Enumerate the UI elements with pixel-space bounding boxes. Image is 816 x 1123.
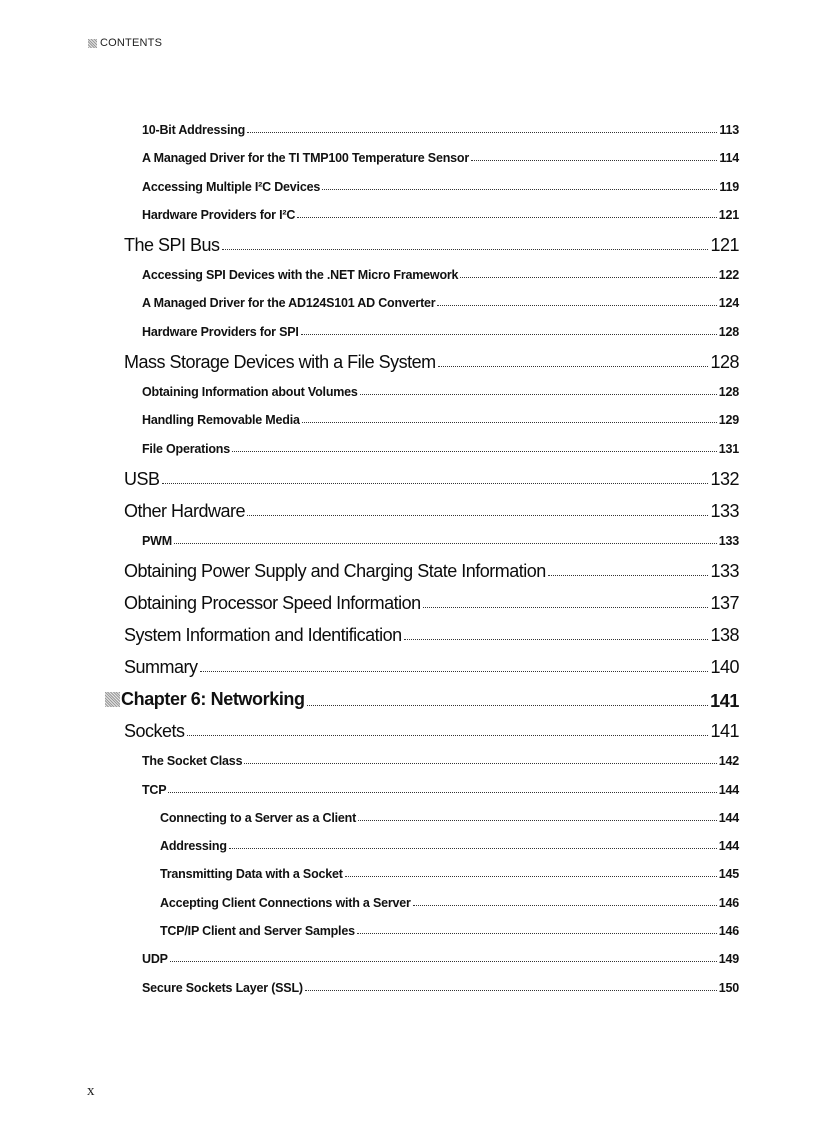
dot-leader bbox=[413, 905, 717, 906]
toc-entry-title: Hardware Providers for SPI bbox=[142, 324, 299, 339]
toc-entry-title: The SPI Bus bbox=[124, 235, 220, 256]
toc-entry-title: Addressing bbox=[160, 839, 227, 854]
toc-entry-title: Chapter 6: Networking bbox=[121, 689, 305, 710]
toc-entry-page: 124 bbox=[718, 296, 739, 311]
toc-entry-title: Secure Sockets Layer (SSL) bbox=[142, 980, 303, 995]
toc-entry-page: 128 bbox=[710, 352, 739, 373]
toc-entry-page: 138 bbox=[710, 625, 739, 646]
toc-entry-i2c-hardware-providers[interactable] bbox=[0, 201, 739, 229]
toc-entry-title: System Information and Identification bbox=[124, 625, 402, 646]
toc-entry-title: UDP bbox=[142, 952, 168, 967]
toc-entry-page: 133 bbox=[710, 561, 739, 582]
toc-entry-multiple-i2c-devices[interactable] bbox=[0, 173, 739, 201]
toc-entry-processor-speed[interactable] bbox=[0, 587, 739, 619]
toc-entry-usb[interactable] bbox=[0, 463, 739, 495]
dot-leader bbox=[345, 876, 717, 877]
toc-entry-page: 128 bbox=[718, 385, 739, 400]
toc-entry-title: A Managed Driver for the TI TMP100 Temperature Sensor bbox=[142, 151, 469, 166]
running-head-label: CONTENTS bbox=[100, 37, 163, 49]
toc-entry-connecting-to-server[interactable] bbox=[0, 804, 739, 832]
toc-entry-page: 128 bbox=[718, 324, 739, 339]
toc-entry-page: 121 bbox=[710, 235, 739, 256]
toc-entry-removable-media[interactable] bbox=[0, 406, 739, 434]
dot-leader bbox=[247, 515, 708, 516]
toc-entry-udp[interactable] bbox=[0, 945, 739, 973]
toc-entry-title: TCP bbox=[142, 782, 167, 797]
dot-leader bbox=[162, 483, 709, 484]
toc-entry-page: 133 bbox=[718, 533, 739, 548]
toc-entry-pwm[interactable] bbox=[0, 527, 739, 555]
toc-entry-system-information[interactable] bbox=[0, 619, 739, 651]
dot-leader bbox=[229, 848, 717, 849]
toc-entry-page: 150 bbox=[718, 980, 739, 995]
dot-leader bbox=[168, 792, 716, 793]
toc-entry-page: 121 bbox=[718, 207, 739, 222]
dot-leader bbox=[437, 305, 716, 306]
toc-entry-title: Obtaining Information about Volumes bbox=[142, 385, 358, 400]
toc-entry-title: Transmitting Data with a Socket bbox=[160, 867, 343, 882]
toc-entry-sockets[interactable] bbox=[0, 715, 739, 747]
dot-leader bbox=[404, 639, 709, 640]
toc-entry-page: 141 bbox=[710, 690, 739, 711]
toc-entry-page: 119 bbox=[719, 179, 739, 194]
dot-leader bbox=[322, 189, 717, 190]
toc-entry-file-operations[interactable] bbox=[0, 435, 739, 463]
toc-entry-title: Sockets bbox=[124, 721, 185, 742]
toc-entry-title: Accessing SPI Devices with the .NET Micro Framework bbox=[142, 268, 459, 283]
toc-entry-page: 145 bbox=[718, 867, 739, 882]
toc-entry-other-hardware[interactable] bbox=[0, 495, 739, 527]
dot-leader bbox=[200, 671, 709, 672]
dot-leader bbox=[307, 705, 709, 706]
toc-entry-tcpip-samples[interactable] bbox=[0, 917, 739, 945]
dot-leader bbox=[170, 961, 717, 962]
toc-entry-page: 146 bbox=[718, 924, 739, 939]
toc-entry-title: Accessing Multiple I²C Devices bbox=[142, 179, 321, 194]
running-head bbox=[88, 37, 162, 49]
toc-entry-addressing[interactable] bbox=[0, 832, 739, 860]
table-of-contents bbox=[0, 116, 816, 1002]
toc-entry-title: 10-Bit Addressing bbox=[142, 123, 246, 137]
toc-entry-page: 137 bbox=[710, 593, 739, 614]
toc-entry-ssl[interactable] bbox=[0, 974, 739, 1002]
toc-entry-title: Connecting to a Server as a Client bbox=[160, 810, 357, 825]
toc-entry-title: Mass Storage Devices with a File System bbox=[124, 352, 436, 373]
toc-entry-spi-bus[interactable] bbox=[0, 229, 739, 261]
toc-entry-page: 141 bbox=[710, 721, 739, 742]
dot-leader bbox=[471, 160, 717, 161]
toc-entry-page: 149 bbox=[718, 952, 739, 967]
dot-leader bbox=[358, 820, 717, 821]
dot-leader bbox=[360, 394, 717, 395]
page-number: x bbox=[87, 1083, 95, 1099]
toc-entry-accessing-spi-devices[interactable] bbox=[0, 261, 739, 289]
toc-entry-tcp[interactable] bbox=[0, 776, 739, 804]
dot-leader bbox=[174, 543, 717, 544]
toc-entry-socket-class[interactable] bbox=[0, 747, 739, 775]
dot-leader bbox=[301, 334, 717, 335]
toc-entry-volume-information[interactable] bbox=[0, 378, 739, 406]
toc-entry-page: 144 bbox=[718, 839, 739, 854]
toc-entry-page: 132 bbox=[710, 468, 739, 489]
dot-leader bbox=[247, 132, 717, 133]
dot-leader bbox=[222, 249, 709, 250]
toc-entry-10-bit-addressing[interactable] bbox=[0, 116, 739, 144]
toc-entry-page: 140 bbox=[710, 657, 739, 678]
toc-entry-title: The Socket Class bbox=[142, 754, 243, 769]
toc-entry-title: Hardware Providers for I²C bbox=[142, 207, 296, 222]
toc-entry-page: 146 bbox=[718, 895, 739, 910]
toc-entry-title: Summary bbox=[124, 657, 198, 678]
toc-entry-title: File Operations bbox=[142, 441, 230, 456]
toc-entry-transmitting-data[interactable] bbox=[0, 860, 739, 888]
dot-leader bbox=[438, 366, 709, 367]
toc-entry-accepting-connections[interactable] bbox=[0, 889, 739, 917]
toc-entry-title: Handling Removable Media bbox=[142, 413, 300, 428]
toc-entry-page: 133 bbox=[710, 500, 739, 521]
dot-leader bbox=[302, 422, 717, 423]
toc-entry-page: 113 bbox=[719, 123, 739, 137]
toc-entry-page: 114 bbox=[719, 151, 739, 166]
toc-entry-spi-hardware-providers[interactable] bbox=[0, 318, 739, 346]
dot-leader bbox=[423, 607, 709, 608]
toc-entry-title: A Managed Driver for the AD124S101 AD Converter bbox=[142, 296, 436, 311]
toc-entry-page: 144 bbox=[718, 810, 739, 825]
toc-entry-page: 122 bbox=[718, 268, 739, 283]
toc-entry-title: TCP/IP Client and Server Samples bbox=[160, 924, 355, 939]
toc-entry-mass-storage[interactable] bbox=[0, 346, 739, 378]
dot-leader bbox=[244, 763, 716, 764]
dot-leader bbox=[232, 451, 717, 452]
dot-leader bbox=[357, 933, 717, 934]
dot-leader bbox=[187, 735, 709, 736]
toc-entry-title: Obtaining Power Supply and Charging State Information bbox=[124, 561, 546, 582]
toc-entry-tmp100-driver[interactable] bbox=[0, 144, 739, 172]
toc-entry-page: 131 bbox=[718, 441, 739, 456]
dot-leader bbox=[297, 217, 717, 218]
toc-entry-summary[interactable] bbox=[0, 651, 739, 683]
toc-entry-title: USB bbox=[124, 468, 160, 489]
toc-entry-page: 142 bbox=[718, 754, 739, 769]
section-marker-icon bbox=[88, 39, 97, 48]
chapter-marker-icon bbox=[105, 692, 120, 707]
toc-entry-title: Other Hardware bbox=[124, 500, 246, 521]
dot-leader bbox=[305, 990, 717, 991]
dot-leader bbox=[460, 277, 716, 278]
toc-entry-power-supply[interactable] bbox=[0, 555, 739, 587]
toc-entry-page: 144 bbox=[718, 782, 739, 797]
toc-entry-title: Obtaining Processor Speed Information bbox=[124, 593, 421, 614]
toc-entry-title: PWM bbox=[142, 533, 172, 548]
toc-entry-page: 129 bbox=[718, 413, 739, 428]
toc-chapter-networking[interactable] bbox=[0, 683, 739, 715]
toc-entry-ad124s101-driver[interactable] bbox=[0, 289, 739, 317]
toc-entry-title: Accepting Client Connections with a Server bbox=[160, 895, 411, 910]
dot-leader bbox=[548, 575, 709, 576]
